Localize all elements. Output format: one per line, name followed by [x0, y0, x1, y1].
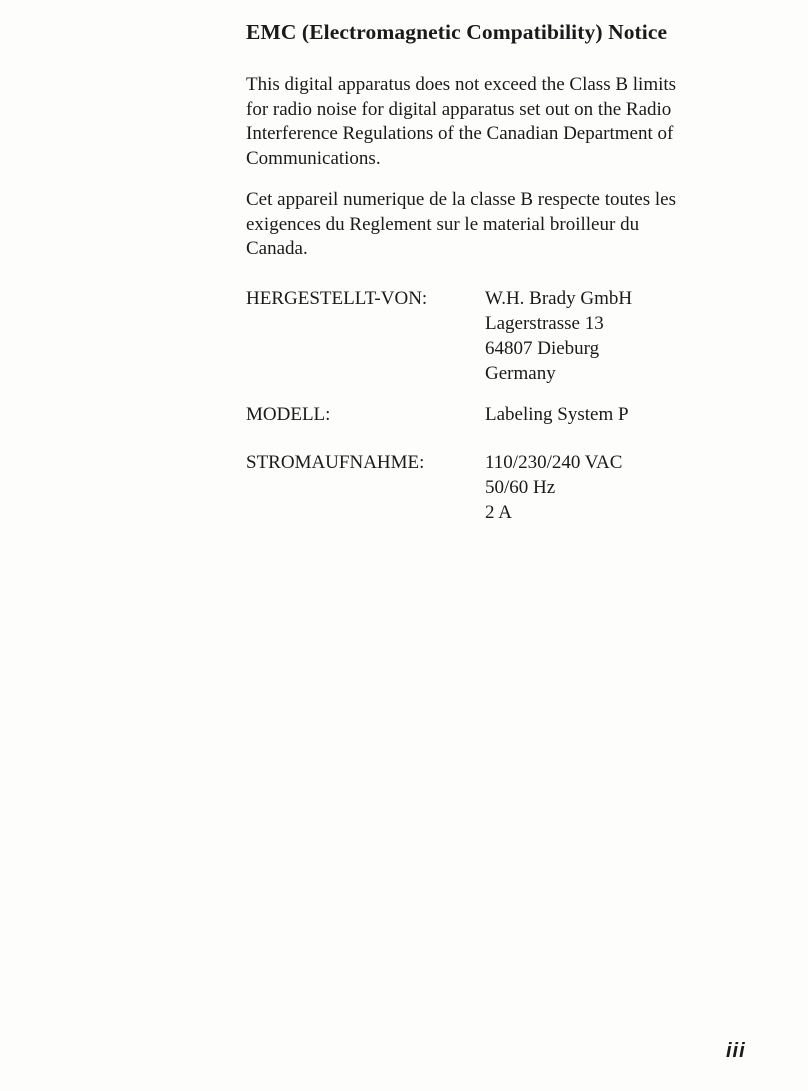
spec-label-manufacturer: HERGESTELLT-VON:	[246, 288, 428, 309]
spec-label-model: MODELL:	[246, 404, 331, 425]
page-number: iii	[726, 1040, 746, 1062]
paragraph-line: exigences du Reglement sur le material broilleur du	[246, 213, 640, 235]
page-title: EMC (Electromagnetic Compatibility) Notice	[246, 20, 668, 44]
paragraph-line: Cet appareil numerique de la classe B respecte toutes les	[246, 189, 676, 210]
spec-value-line: W.H. Brady GmbH	[485, 288, 633, 309]
paragraph-line: for radio noise for digital apparatus set out on the Radio	[246, 98, 672, 120]
spec-value-line: Germany	[485, 363, 556, 384]
spec-value-line: 50/60 Hz	[485, 477, 556, 498]
paragraph-french	[246, 188, 726, 262]
paragraph-line: Canada.	[246, 238, 308, 259]
spec-value-line: 64807 Dieburg	[485, 338, 600, 359]
spec-value-model	[485, 402, 629, 427]
spec-value-power	[485, 450, 622, 525]
spec-value-manufacturer	[485, 286, 632, 386]
spec-value-line: 2 A	[485, 502, 512, 523]
paragraph-line: This digital apparatus does not exceed the Class B limits	[246, 74, 677, 95]
spec-value-line: Labeling System P	[485, 404, 629, 425]
spec-label-power: STROMAUFNAHME:	[246, 452, 425, 473]
spec-value-line: Lagerstrasse 13	[485, 313, 604, 334]
spec-value-line: 110/230/240 VAC	[485, 452, 623, 473]
paragraph-line: Communications.	[246, 147, 381, 169]
paragraph-line: Interference Regulations of the Canadian Department of	[246, 123, 674, 144]
paragraph-english	[246, 73, 726, 171]
